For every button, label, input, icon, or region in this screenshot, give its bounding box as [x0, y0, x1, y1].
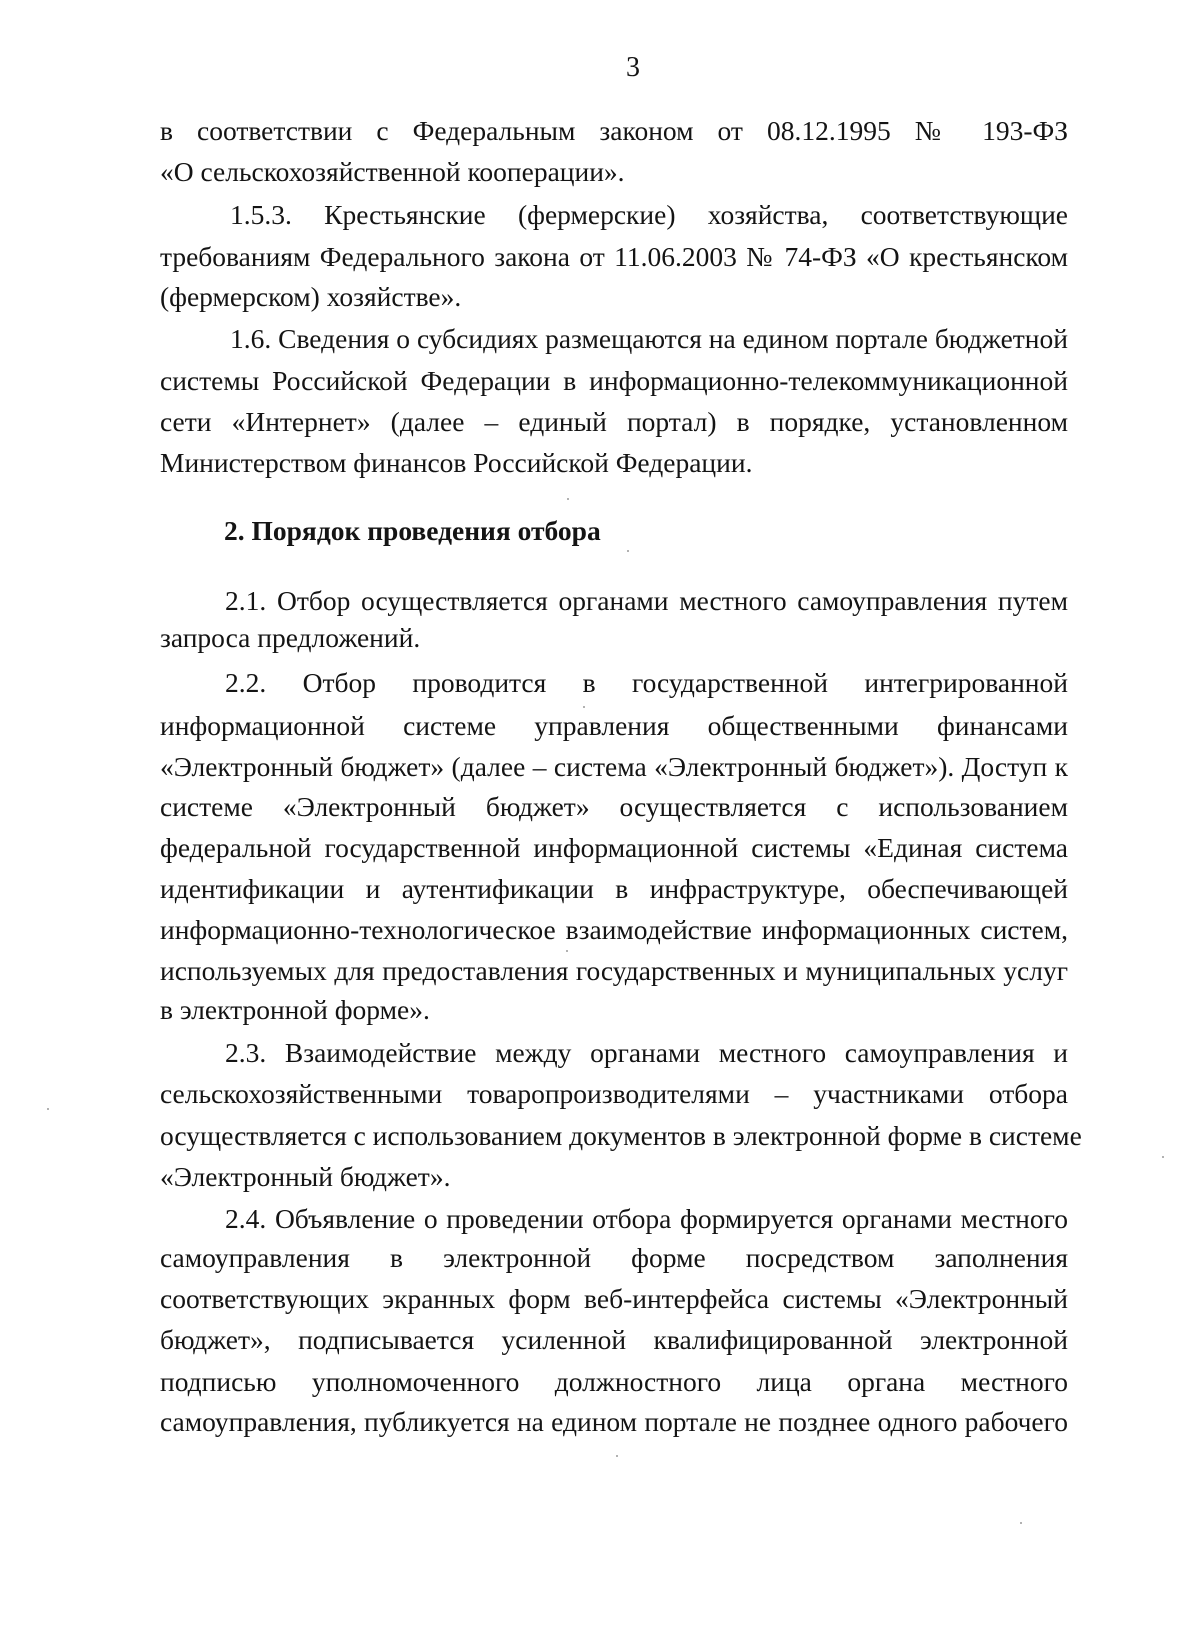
text-line: «О сельскохозяйственной кооперации». [160, 156, 625, 187]
text-line: федеральной государственной информационной системы «Единая система [160, 832, 1068, 863]
section-heading: 2. Порядок проведения отбора [224, 515, 601, 546]
scan-speck [616, 1455, 618, 1457]
text-line: системе «Электронный бюджет» осуществляется с использованием [160, 791, 1068, 822]
text-line: требованиям Федерального закона от 11.06.2003 № 74-ФЗ «О крестьянском [160, 241, 1068, 272]
text-line: «Электронный бюджет». [160, 1161, 451, 1192]
text-line: 2.3. Взаимодействие между органами местного самоуправления и [225, 1037, 1068, 1068]
text-line: бюджет», подписывается усиленной квалифицированной электронной [160, 1324, 1068, 1355]
text-line: самоуправления в электронной форме посредством заполнения [160, 1242, 1068, 1273]
text-line: самоуправления, публикуется на едином портале не позднее одного рабочего [160, 1406, 1068, 1437]
text-line: подписью уполномоченного должностного лица органа местного [160, 1366, 1068, 1397]
text-line: 1.5.3. Крестьянские (фермерские) хозяйства, соответствующие [230, 199, 1068, 230]
scan-speck [1020, 1522, 1022, 1524]
text-line: «Электронный бюджет» (далее – система «Электронный бюджет»). Доступ к [160, 751, 1068, 782]
text-line: системы Российской Федерации в информационно-телекоммуникационной [160, 365, 1068, 396]
text-line: в соответствии с Федеральным законом от 08.12.1995 № 193-ФЗ [160, 115, 1068, 146]
text-line: информационно-технологическое взаимодействие информационных систем, [160, 914, 1068, 945]
text-line: используемых для предоставления государственных и муниципальных услуг [160, 955, 1068, 986]
scan-speck [1162, 1156, 1164, 1158]
text-line: запроса предложений. [160, 622, 421, 653]
text-line: (фермерском) хозяйстве». [160, 281, 462, 312]
scan-speck [47, 1108, 49, 1110]
page-number: 3 [626, 52, 640, 83]
text-line: сети «Интернет» (далее – единый портал) в порядке, установленном [160, 406, 1068, 437]
scan-speck [566, 950, 568, 952]
text-line: соответствующих экранных форм веб-интерфейса системы «Электронный [160, 1283, 1068, 1314]
text-line: осуществляется с использованием документов в электронной форме в системе [160, 1120, 1082, 1151]
text-line: 1.6. Сведения о субсидиях размещаются на едином портале бюджетной [230, 323, 1068, 354]
text-line: идентификации и аутентификации в инфраструктуре, обеспечивающей [160, 873, 1068, 904]
text-line: 2.2. Отбор проводится в государственной интегрированной [225, 667, 1068, 698]
text-line: информационной системе управления общественными финансами [160, 710, 1068, 741]
scan-speck [583, 706, 585, 708]
scan-speck [627, 550, 629, 552]
text-line: сельскохозяйственными товаропроизводителями – участниками отбора [160, 1078, 1068, 1109]
text-line: в электронной форме». [160, 994, 430, 1025]
text-line: 2.4. Объявление о проведении отбора формируется органами местного [225, 1203, 1068, 1234]
text-line: 2.1. Отбор осуществляется органами местного самоуправления путем [225, 585, 1068, 616]
scan-speck [567, 498, 569, 500]
text-line: Министерством финансов Российской Федерации. [160, 447, 753, 478]
